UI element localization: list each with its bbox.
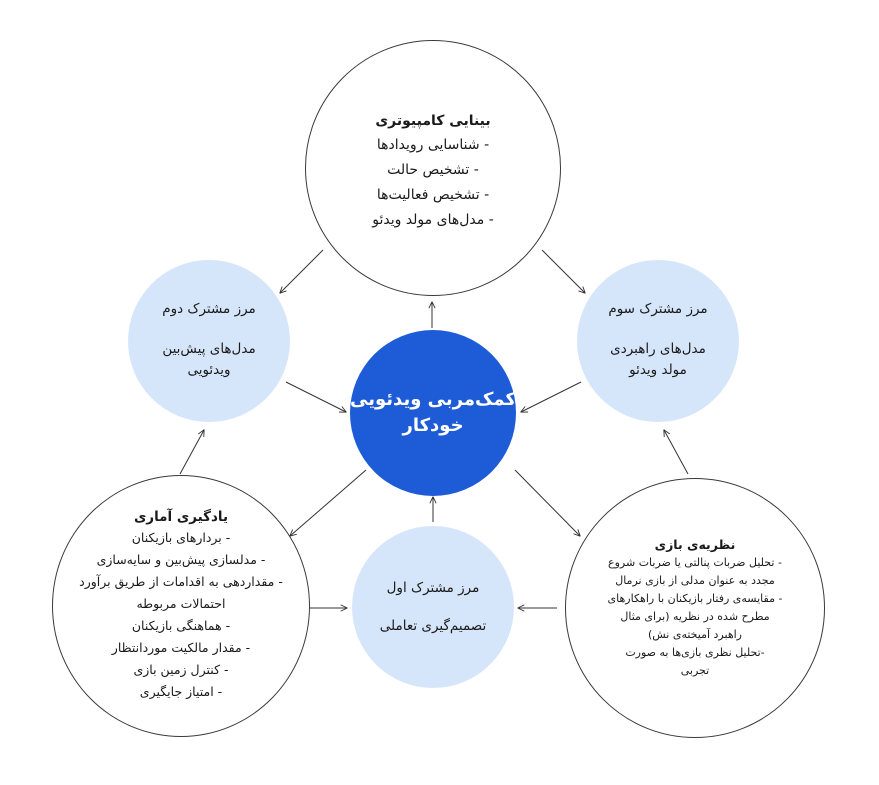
- list-item: - مقداردهی به اقدامات از طریق برآورد: [79, 574, 283, 589]
- border-three-title: مرز مشترک سوم: [608, 301, 708, 317]
- list-item: - مقدار مالکیت موردانتظار: [111, 640, 251, 655]
- list-item: - تحلیل ضربات پنالتی یا ضربات شروع: [608, 555, 782, 569]
- computer-vision-node: [305, 40, 561, 296]
- computer-vision-list: [372, 133, 494, 233]
- arrow-vision-to-border-two: [280, 250, 323, 293]
- list-item: - مقایسه‌ی رفتار بازیکنان با راهکارهای: [607, 591, 783, 605]
- list-item: - هماهنگی بازیکنان: [131, 618, 231, 633]
- border-three-node: [577, 260, 739, 422]
- border-one-node: [352, 526, 514, 688]
- list-item: -تحلیل نظری بازی‌ها به صورت: [625, 645, 765, 659]
- game-theory-list: [608, 554, 783, 680]
- list-item: - شناسایی رویدادها: [376, 137, 490, 153]
- list-item: - مدل‌های مولد ویدئو: [372, 212, 494, 228]
- center-title-line1: کمک‌مربی ویدئویی: [350, 389, 516, 410]
- center-title-line2: خودکار: [402, 415, 464, 436]
- arrow-center-to-game: [515, 470, 580, 536]
- list-item: - امتیاز جایگیری: [139, 684, 223, 699]
- center-node: [350, 330, 516, 496]
- list-item: - تشخیص فعالیت‌ها: [376, 187, 490, 203]
- border-two-node: [128, 260, 290, 422]
- arrow-border-two-to-center: [286, 382, 346, 412]
- game-theory-title: نظریه‌ی بازی: [654, 536, 736, 552]
- statistical-learning-node: [52, 475, 310, 737]
- statistical-learning-title: یادگیری آماری: [133, 509, 229, 525]
- arrow-game-to-border-three: [664, 430, 688, 474]
- border-two-body-line2: ویدئویی: [187, 362, 231, 378]
- arrow-vision-to-border-three: [542, 250, 585, 293]
- border-three-body-line2: مولد ویدئو: [629, 362, 687, 378]
- list-item: - بردارهای بازیکنان: [131, 530, 231, 545]
- list-item: - تشخیص حالت: [387, 162, 479, 178]
- list-item: - مدلسازی پیش‌بین و سایه‌سازی: [96, 552, 266, 567]
- border-one-body: تصمیم‌گیری تعاملی: [379, 618, 487, 634]
- list-item: مجدد به عنوان مدلی از بازی نرمال: [615, 573, 775, 587]
- list-item: احتمالات مربوطه: [136, 596, 226, 611]
- border-two-body-line1: مدل‌های پیش‌بین: [162, 341, 256, 357]
- border-two-title: مرز مشترک دوم: [162, 301, 256, 317]
- arrow-border-three-to-center: [521, 382, 581, 412]
- border-three-body-line1: مدل‌های راهبردی: [610, 341, 706, 357]
- statistical-learning-list: [79, 527, 283, 703]
- arrow-stat-to-border-two: [180, 430, 204, 474]
- list-item: تجربی: [680, 663, 710, 677]
- list-item: راهبرد آمیخته‌ی نش): [647, 627, 742, 641]
- list-item: مطرح شده در نظریه (برای مثال: [620, 609, 770, 623]
- list-item: - کنترل زمین بازی: [133, 662, 229, 677]
- arrow-center-to-stat: [290, 470, 366, 536]
- border-one-title: مرز مشترک اول: [386, 580, 480, 596]
- computer-vision-title: بینایی کامپیوتری: [375, 113, 491, 129]
- game-theory-node: [565, 478, 825, 738]
